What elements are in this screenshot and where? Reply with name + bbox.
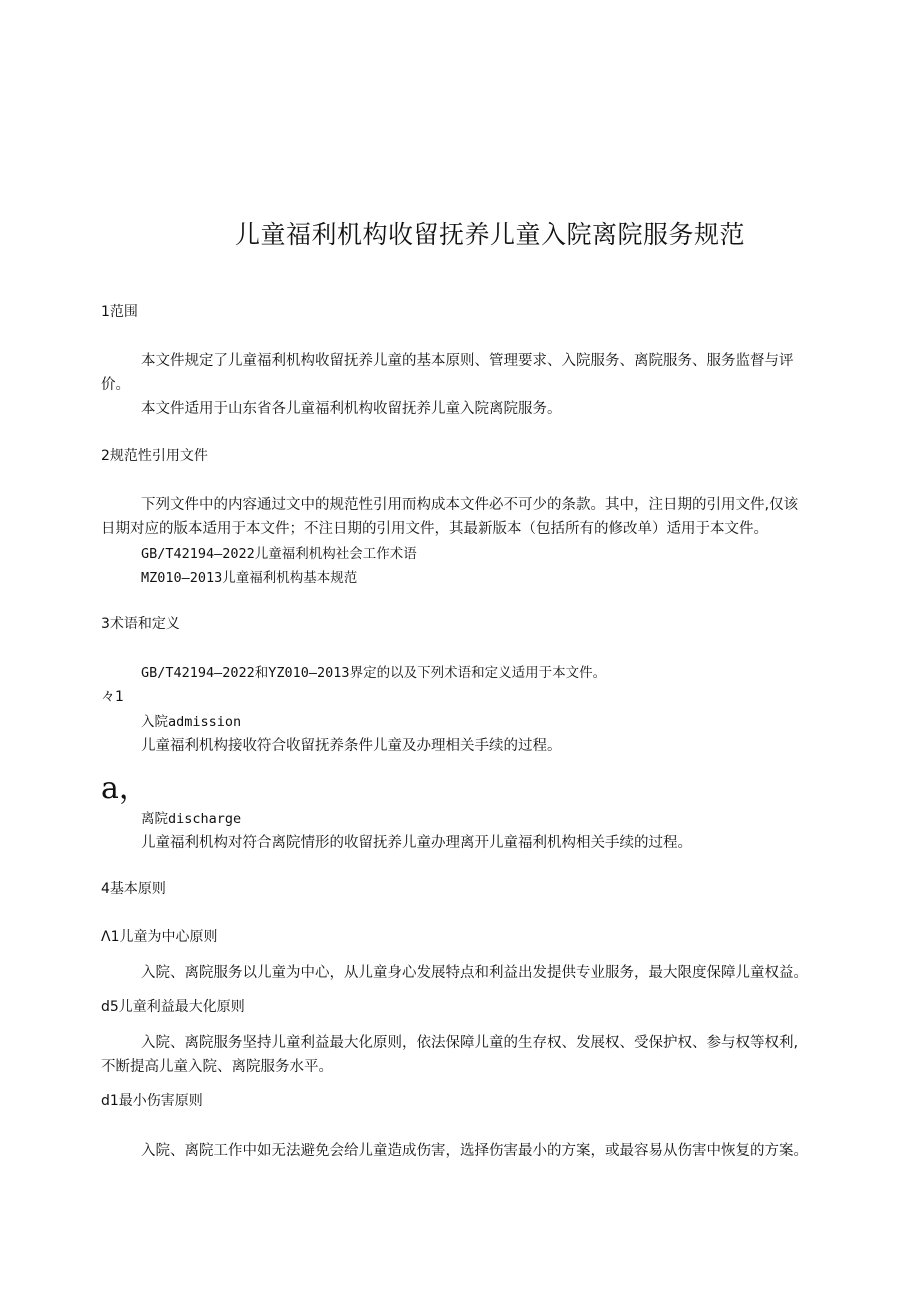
principle-2-text-line-1: 入院、离院服务坚持儿童利益最大化原则，依法保障儿童的生存权、发展权、受保护权、参与权等权利,	[141, 1035, 799, 1051]
section-3-intro: GB/T42194—2022和YZ010—2013界定的以及下列术语和定义适用于本文件。	[141, 665, 607, 681]
term-1-name: 入院admission	[141, 714, 242, 730]
principle-2-text-line-2: 不断提高儿童入院、离院服务水平。	[101, 1059, 333, 1075]
principle-1-heading: Λ1儿童为中心原则	[101, 929, 218, 945]
term-2-number: a，	[101, 771, 149, 806]
principle-2-heading: d5儿童利益最大化原则	[101, 999, 245, 1015]
section-4-heading: 4基本原则	[101, 881, 166, 897]
reference-1: GB/T42194—2022儿童福利机构社会工作术语	[141, 546, 417, 562]
principle-3-text: 入院、离院工作中如无法避免会给儿童造成伤害，选择伤害最小的方案，或最容易从伤害中恢复的方案。	[141, 1143, 808, 1159]
principle-3-heading: d1最小伤害原则	[101, 1093, 203, 1109]
reference-2: MZ010—2013儿童福利机构基本规范	[141, 570, 358, 586]
section-1-paragraph-1-line-1: 本文件规定了儿童福利机构收留抚养儿童的基本原则、管理要求、入院服务、离院服务、服务监督与评	[141, 353, 794, 369]
term-1-number: 々1	[101, 689, 124, 705]
document-title: 儿童福利机构收留抚养儿童入院离院服务规范	[235, 220, 746, 249]
term-1-definition: 儿童福利机构接收符合收留抚养条件儿童及办理相关手续的过程。	[141, 738, 562, 754]
section-2-paragraph-line-1: 下列文件中的内容通过文中的规范性引用而构成本文件必不可少的条款。其中，注日期的引用文件,仅该	[141, 497, 799, 513]
section-2-paragraph-line-2: 日期对应的版本适用于本文件；不注日期的引用文件，其最新版本（包括所有的修改单）适用于本文件。	[101, 521, 768, 537]
term-2-name: 离院discharge	[141, 811, 242, 827]
section-1-heading: 1范围	[101, 304, 138, 320]
section-2-heading: 2规范性引用文件	[101, 448, 208, 464]
section-1-paragraph-1-line-2: 价。	[101, 377, 130, 393]
principle-1-text: 入院、离院服务以儿童为中心，从儿童身心发展特点和利益出发提供专业服务，最大限度保障儿童权益。	[141, 965, 808, 981]
section-3-heading: 3术语和定义	[101, 616, 180, 632]
section-1-paragraph-2: 本文件适用于山东省各儿童福利机构收留抚养儿童入院离院服务。	[141, 401, 562, 417]
term-2-definition: 儿童福利机构对符合离院情形的收留抚养儿童办理离开儿童福利机构相关手续的过程。	[141, 835, 692, 851]
